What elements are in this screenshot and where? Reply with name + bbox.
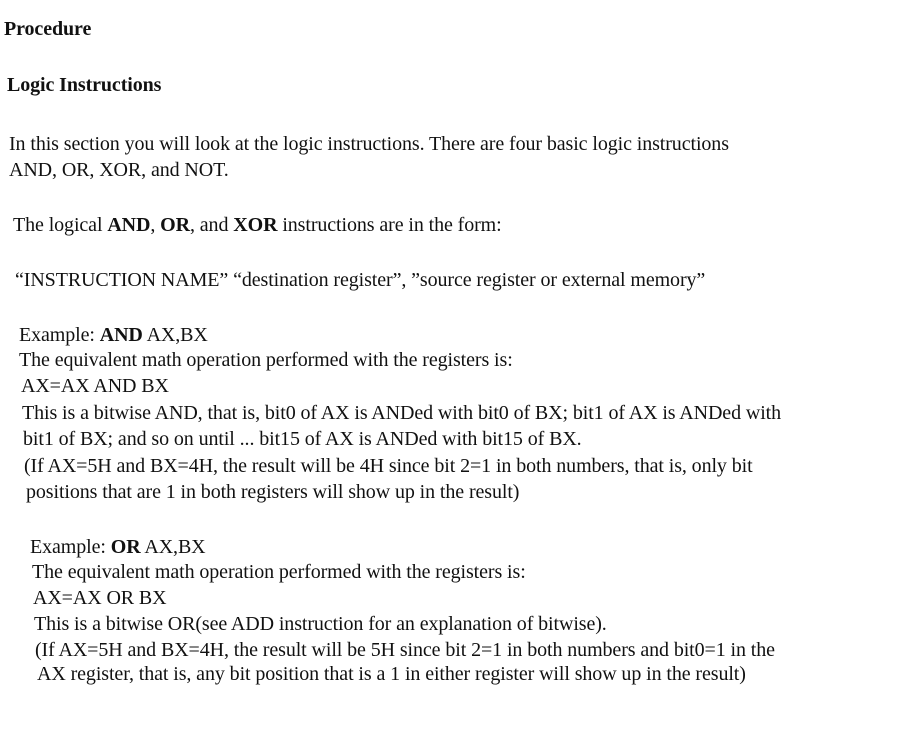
and-mnemonic: AND [99, 324, 143, 346]
heading-procedure: Procedure [4, 18, 92, 40]
form-sep1: , [150, 214, 161, 236]
intro-line-1: In this section you will look at the logic instructions. There are four basic logic instructions [9, 133, 729, 155]
form-xor: XOR [233, 214, 278, 236]
syntax-line: “INSTRUCTION NAME” “destination register”, ”source register or external memory” [15, 269, 706, 291]
form-pre: The logical [13, 214, 108, 236]
form-sentence [13, 212, 502, 238]
and-example-line-6: (If AX=5H and BX=4H, the result will be 4H since bit 2=1 in both numbers, that is, only bit [24, 455, 753, 477]
or-example-line-5: (If AX=5H and BX=4H, the result will be 5H since bit 2=1 in both numbers and bit0=1 in the [35, 639, 775, 661]
form-sep2: , and [189, 214, 234, 236]
form-and: AND [107, 214, 151, 236]
and-example-line-4: This is a bitwise AND, that is, bit0 of AX is ANDed with bit0 of BX; bit1 of AX is ANDed with [22, 402, 782, 424]
or-example-line-2: The equivalent math operation performed with the registers is: [32, 561, 526, 583]
and-example-line-7: positions that are 1 in both registers will show up in the result) [26, 481, 520, 503]
or-example-header [30, 534, 206, 560]
form-post: instructions are in the form: [277, 214, 502, 236]
and-example-header [19, 322, 208, 348]
and-example-line-3: AX=AX AND BX [21, 375, 169, 397]
or-operands: AX,BX [140, 536, 206, 558]
and-example-line-5: bit1 of BX; and so on until ... bit15 of AX is ANDed with bit15 of BX. [23, 428, 582, 450]
or-example-line-6: AX register, that is, any bit position that is a 1 in either register will show up in the result) [37, 663, 746, 685]
heading-logic-instructions: Logic Instructions [7, 74, 162, 96]
or-mnemonic: OR [110, 536, 141, 558]
or-example-line-4: This is a bitwise OR(see ADD instruction for an explanation of bitwise). [34, 613, 607, 635]
or-example-label: Example: [30, 536, 111, 558]
or-example-line-3: AX=AX OR BX [33, 587, 167, 609]
form-or: OR [160, 214, 190, 236]
and-example-line-2: The equivalent math operation performed with the registers is: [19, 349, 513, 371]
intro-line-2: AND, OR, XOR, and NOT. [9, 159, 229, 181]
and-example-label: Example: [19, 324, 100, 346]
and-operands: AX,BX [142, 324, 208, 346]
